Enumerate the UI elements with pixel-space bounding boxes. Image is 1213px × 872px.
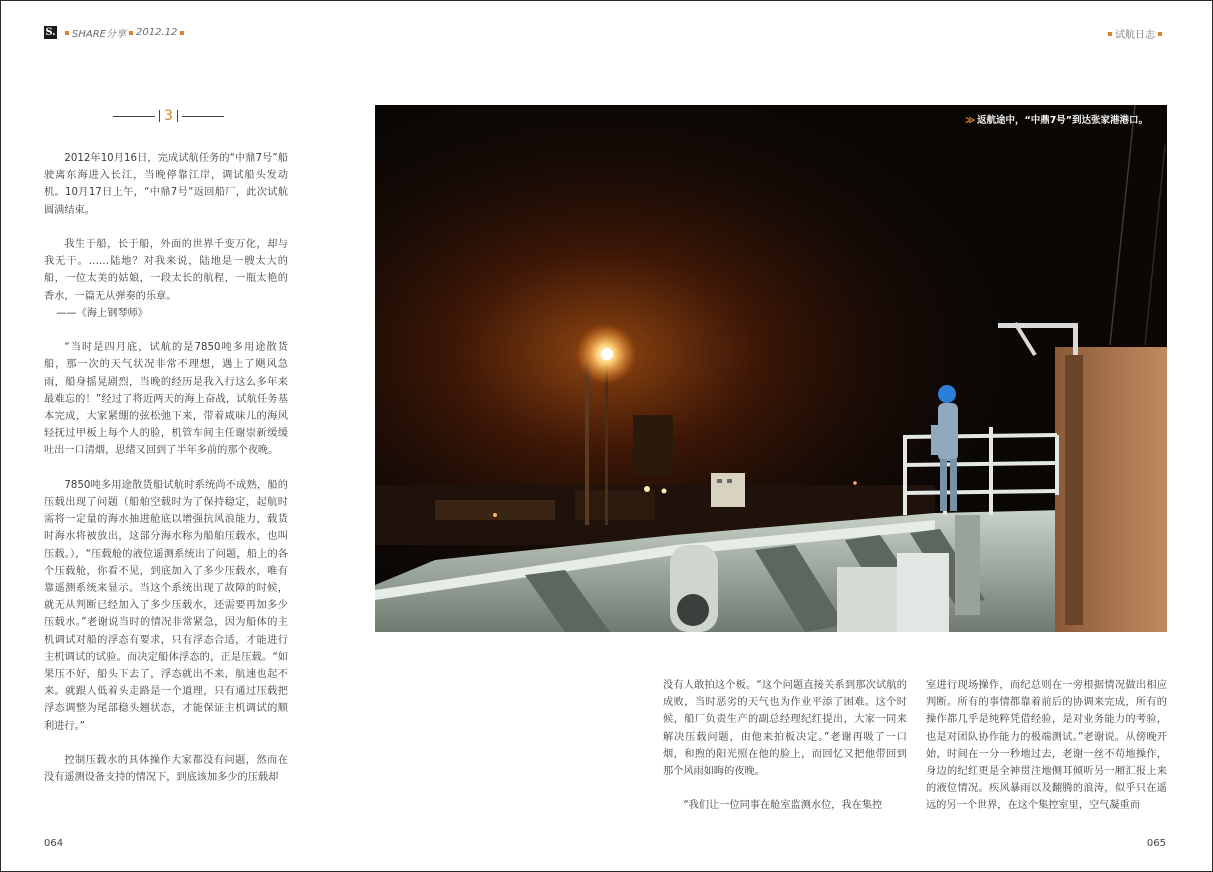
page-number-right: 065 [1146, 838, 1166, 849]
right-text-column [926, 677, 1167, 815]
body-paragraph: 没有人敢拍这个板。“这个问题直接关系到那次试航的成败，当时恶劣的天气也为作业平添了困难。这个时候，船厂负责生产的副总经理纪红提出，大家一同来解决压载问题，由他来拍板决定。”老谢再吸了一口烟，和煦的阳光照在他的脸上，而回忆又把他带回到那个风雨如晦的夜晚。 [663, 680, 907, 778]
intro-paragraph: 2012年10月16日，完成试航任务的“中鼎7号”船驶离东海进入长江，当晚停靠江岸，调试船头发动机。10月17日上午，“中鼎7号”返回船厂，此次试航圆满结束。 [44, 153, 288, 216]
orange-square-icon [1158, 32, 1162, 36]
divider-line [113, 116, 155, 117]
middle-text-column [663, 677, 907, 832]
quote-source: ——《海上钢琴师》 [56, 307, 148, 319]
quote-paragraph: 我生于船，长于船，外面的世界千变万化，却与我无干。……陆地？对我来说，陆地是一艘太大的船，一位太美的姑娘，一段太长的航程，一瓶太艳的香水，一篇无从弹奏的乐章。 [44, 239, 288, 302]
body-paragraph: 7850吨多用途散货船试航时系统尚不成熟，船的压载出现了问题（船舶空载时为了保持稳定，起航时需将一定量的海水抽进舱底以增强抗风浪能力，载货时海水将被放出，这部分海水称为船舶压载水，也叫压载。），“压载舱的液位遥测系统出了问题，船上的各个压载舱，你看不见，到底加入了多少压载水，唯有靠遥测系统来显示。当这个系统出现了故障的时候，就无从判断已经加入了多少压载水，还需要再加多少压载水。”老谢说当时的情况非常紧急，因为船体的主机调试对船的浮态有要求，只有浮态合适，才能进行主机调试的试验。而决定船体浮态的，正是压载。“如果压不好，船头下去了，浮态就出不来，航速也起不来。就跟人低着头走路是一个道理，只有通过压载把浮态调整为尾部稳头翘状态，才能保证主机调试的顺利进行。” [44, 479, 288, 732]
caption-text: 返航途中，“中鼎7号”到达张家港港口。 [976, 115, 1149, 126]
magazine-title: SHARE分享 [72, 29, 126, 40]
section-title: 试航日志 [1115, 30, 1155, 41]
photo-illustration [375, 105, 1167, 632]
section-number: 3 [164, 108, 173, 124]
photo-caption [965, 112, 1148, 126]
orange-square-icon [180, 31, 184, 35]
orange-square-icon [1108, 32, 1112, 36]
body-paragraph: “我们让一位同事在舱室监测水位，我在集控 [683, 800, 883, 812]
body-paragraph: 控制压载水的具体操作大家都没有问题，然而在没有遥测设备支持的情况下，到底该加多少的压载却 [44, 755, 288, 784]
double-arrow-icon: ≫ [965, 115, 975, 126]
section-header [1105, 26, 1165, 41]
divider-bar [177, 110, 178, 122]
divider-bar [159, 110, 160, 122]
divider-line [182, 116, 224, 117]
ship-night-photo [375, 105, 1167, 632]
section-number-mark [113, 108, 224, 124]
left-text-column [44, 150, 288, 804]
orange-square-icon [65, 31, 69, 35]
body-paragraph: “当时是四月底，试航的是7850吨多用途散货船，那一次的天气状况非常不理想，遇上了飓风急雨，船身摇晃剧烈，当晚的经历是我入行这么多年来最难忘的！”经过了将近两天的海上奋战，试航任务基本完成，大家紧绷的弦松弛下来，带着咸味儿的海风轻抚过甲板上每个人的脸，机管车间主任谢崇新缓缓吐出一口清烟，思绪又回到了半年多前的那个夜晚。 [44, 342, 288, 457]
page-number-left: 064 [44, 838, 64, 849]
magazine-header [44, 25, 187, 40]
issue-date: 2012.12 [135, 27, 178, 38]
magazine-logo: S. [45, 27, 56, 38]
orange-square-icon [129, 31, 133, 35]
body-paragraph: 室进行现场操作，而纪总则在一旁根据情况做出相应判断。所有的事情都靠着前后的协调来完成，所有的操作都几乎是纯粹凭借经验，是对业务能力的考验，也是对团队协作能力的极端测试。”老谢说。从傍晚开始，时间在一分一秒地过去，老谢一丝不苟地操作，身边的纪红更是全神贯注地侧耳倾听另一厢汇报上来的液位情况。疾风暴雨以及翻腾的浪涛，似乎只在遥远的另一个世界，在这个集控室里，空气凝重而 [926, 680, 1167, 812]
